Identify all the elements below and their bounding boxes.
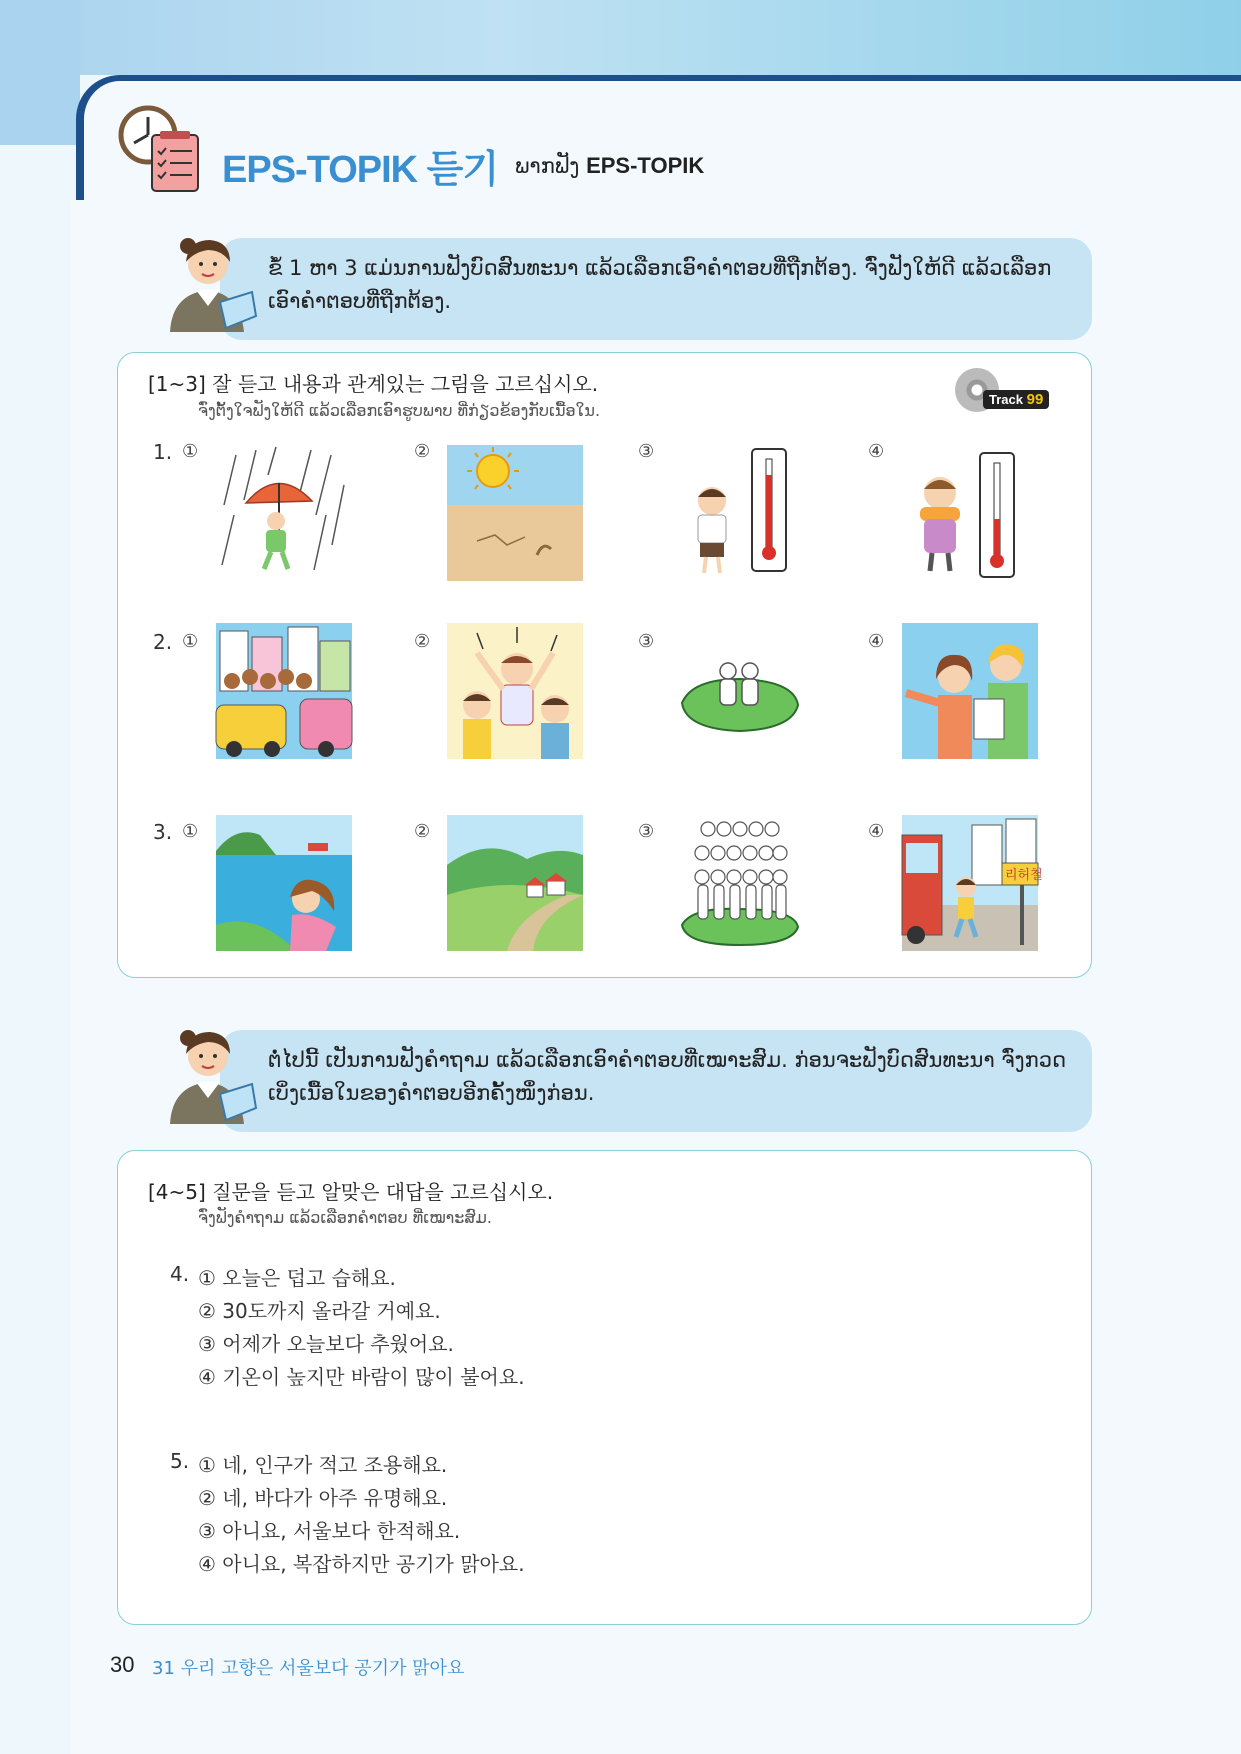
instruction-text-1: ຂໍ້ 1 ຫາ 3 ແມ່ນການຟັງບົດສົນທະນາ ແລ້ວເລືອກເອົາຄຳຕອບທີ່ຖືກຕ້ອງ. ຈົ່ງຟັງໃຫ້ດີ ແລ້ວເລືອກເອົາຄຳຕອບທີ່ຖືກຕ້ອງ. (268, 256, 1052, 313)
option-1-1[interactable]: ① (182, 441, 199, 462)
picture-two-people-island[interactable] (672, 623, 808, 759)
answer-5-1[interactable]: ① 네, 인구가 적고 조용해요. (198, 1453, 448, 1477)
question-heading-1-3: [1~3] 잘 듣고 내용과 관계있는 그림을 고르십시오. (148, 372, 599, 396)
picture-tour-guide[interactable] (902, 623, 1038, 759)
answer-4-2[interactable]: ② 30도까지 올라갈 거예요. (198, 1299, 441, 1323)
item-number-1: 1. (153, 440, 173, 464)
picture-seaside-girl[interactable] (216, 815, 352, 951)
item-number-2: 2. (153, 630, 173, 654)
answer-4-4[interactable]: ④ 기온이 높지만 바람이 많이 불어요. (198, 1365, 525, 1389)
option-3-3[interactable]: ③ (638, 821, 655, 842)
picture-cheering-people[interactable] (447, 623, 583, 759)
page-number: 30 (110, 1652, 135, 1677)
question-heading-4-5-lao: ຈົ່ງຟັງຄຳຖາມ ແລ້ວເລືອກຄຳຕອບ ທີ່ເໝາະສົມ. (198, 1208, 492, 1227)
audio-track-badge (955, 368, 1055, 414)
page-subtitle (515, 153, 704, 179)
answer-5-3[interactable]: ③ 아니요, 서울보다 한적해요. (198, 1519, 461, 1543)
option-2-3[interactable]: ③ (638, 631, 655, 652)
teacher-icon (160, 232, 258, 332)
option-3-1[interactable]: ① (182, 821, 199, 842)
question-number-4: 4. (170, 1262, 190, 1286)
item-number-3: 3. (153, 820, 173, 844)
bus-stop-sign-text: 리허철 (1005, 868, 1043, 883)
instruction-box-2 (220, 1030, 1092, 1132)
top-banner-corner (0, 0, 80, 145)
instruction-text-2: ຕໍ່ໄປນີ້ ເປັນການຟັງຄຳຖາມ ແລ້ວເລືອກເອົາຄຳຕອບທີ່ເໝາະສົມ. ກ່ອນຈະຟັງບົດສົນທະນາ ຈົ່ງກວດເບິ່ງເນື້ອໃນຂອງຄຳຕອບອີກຄັ້ງໜຶ່ງກ່ອນ. (268, 1048, 1067, 1105)
track-number: 99 (1026, 391, 1044, 408)
clock-checklist-icon (118, 105, 204, 195)
option-3-2[interactable]: ② (414, 821, 431, 842)
picture-sun-drought[interactable] (447, 445, 583, 581)
picture-bus-stop-child[interactable] (902, 815, 1043, 951)
picture-countryside-houses[interactable] (447, 815, 583, 951)
option-1-2[interactable]: ② (414, 441, 431, 462)
option-2-4[interactable]: ④ (868, 631, 885, 652)
question-number-5: 5. (170, 1449, 190, 1473)
picture-crowd-island[interactable] (672, 815, 808, 951)
option-1-4[interactable]: ④ (868, 441, 885, 462)
subtitle-bold: EPS-TOPIK (586, 153, 705, 178)
teacher-icon (160, 1024, 258, 1124)
option-3-4[interactable]: ④ (868, 821, 885, 842)
option-2-2[interactable]: ② (414, 631, 431, 652)
answer-5-4[interactable]: ④ 아니요, 복잡하지만 공기가 맑아요. (198, 1552, 525, 1576)
answer-4-3[interactable]: ③ 어제가 오늘보다 추웠어요. (198, 1332, 454, 1356)
subtitle-lao: ພາກຟັງ (515, 154, 580, 178)
picture-hot-thermometer[interactable] (672, 445, 808, 581)
picture-cold-thermometer[interactable] (902, 445, 1038, 581)
option-1-3[interactable]: ③ (638, 441, 655, 462)
picture-rain-umbrella[interactable] (216, 445, 352, 581)
page-title: EPS-TOPIK 듣기 (222, 149, 499, 191)
picture-crowded-city[interactable] (216, 623, 352, 759)
option-2-1[interactable]: ① (182, 631, 199, 652)
top-banner (0, 0, 1241, 75)
question-heading-1-3-lao: ຈົ່ງຕັ້ງໃຈຟັງໃຫ້ດີ ແລ້ວເລືອກເອົາຮູບພາບ ທີ່ກ່ຽວຂ້ອງກັບເນື້ອໃນ. (198, 401, 601, 420)
track-label: Track (989, 392, 1023, 407)
question-heading-4-5: [4~5] 질문을 듣고 알맞은 대답을 고르십시오. (148, 1180, 554, 1204)
answer-5-2[interactable]: ② 네, 바다가 아주 유명해요. (198, 1486, 448, 1510)
instruction-box-1 (220, 238, 1092, 340)
lesson-title: 31 우리 고향은 서울보다 공기가 맑아요 (152, 1658, 465, 1679)
answer-4-1[interactable]: ① 오늘은 덥고 습해요. (198, 1266, 396, 1290)
